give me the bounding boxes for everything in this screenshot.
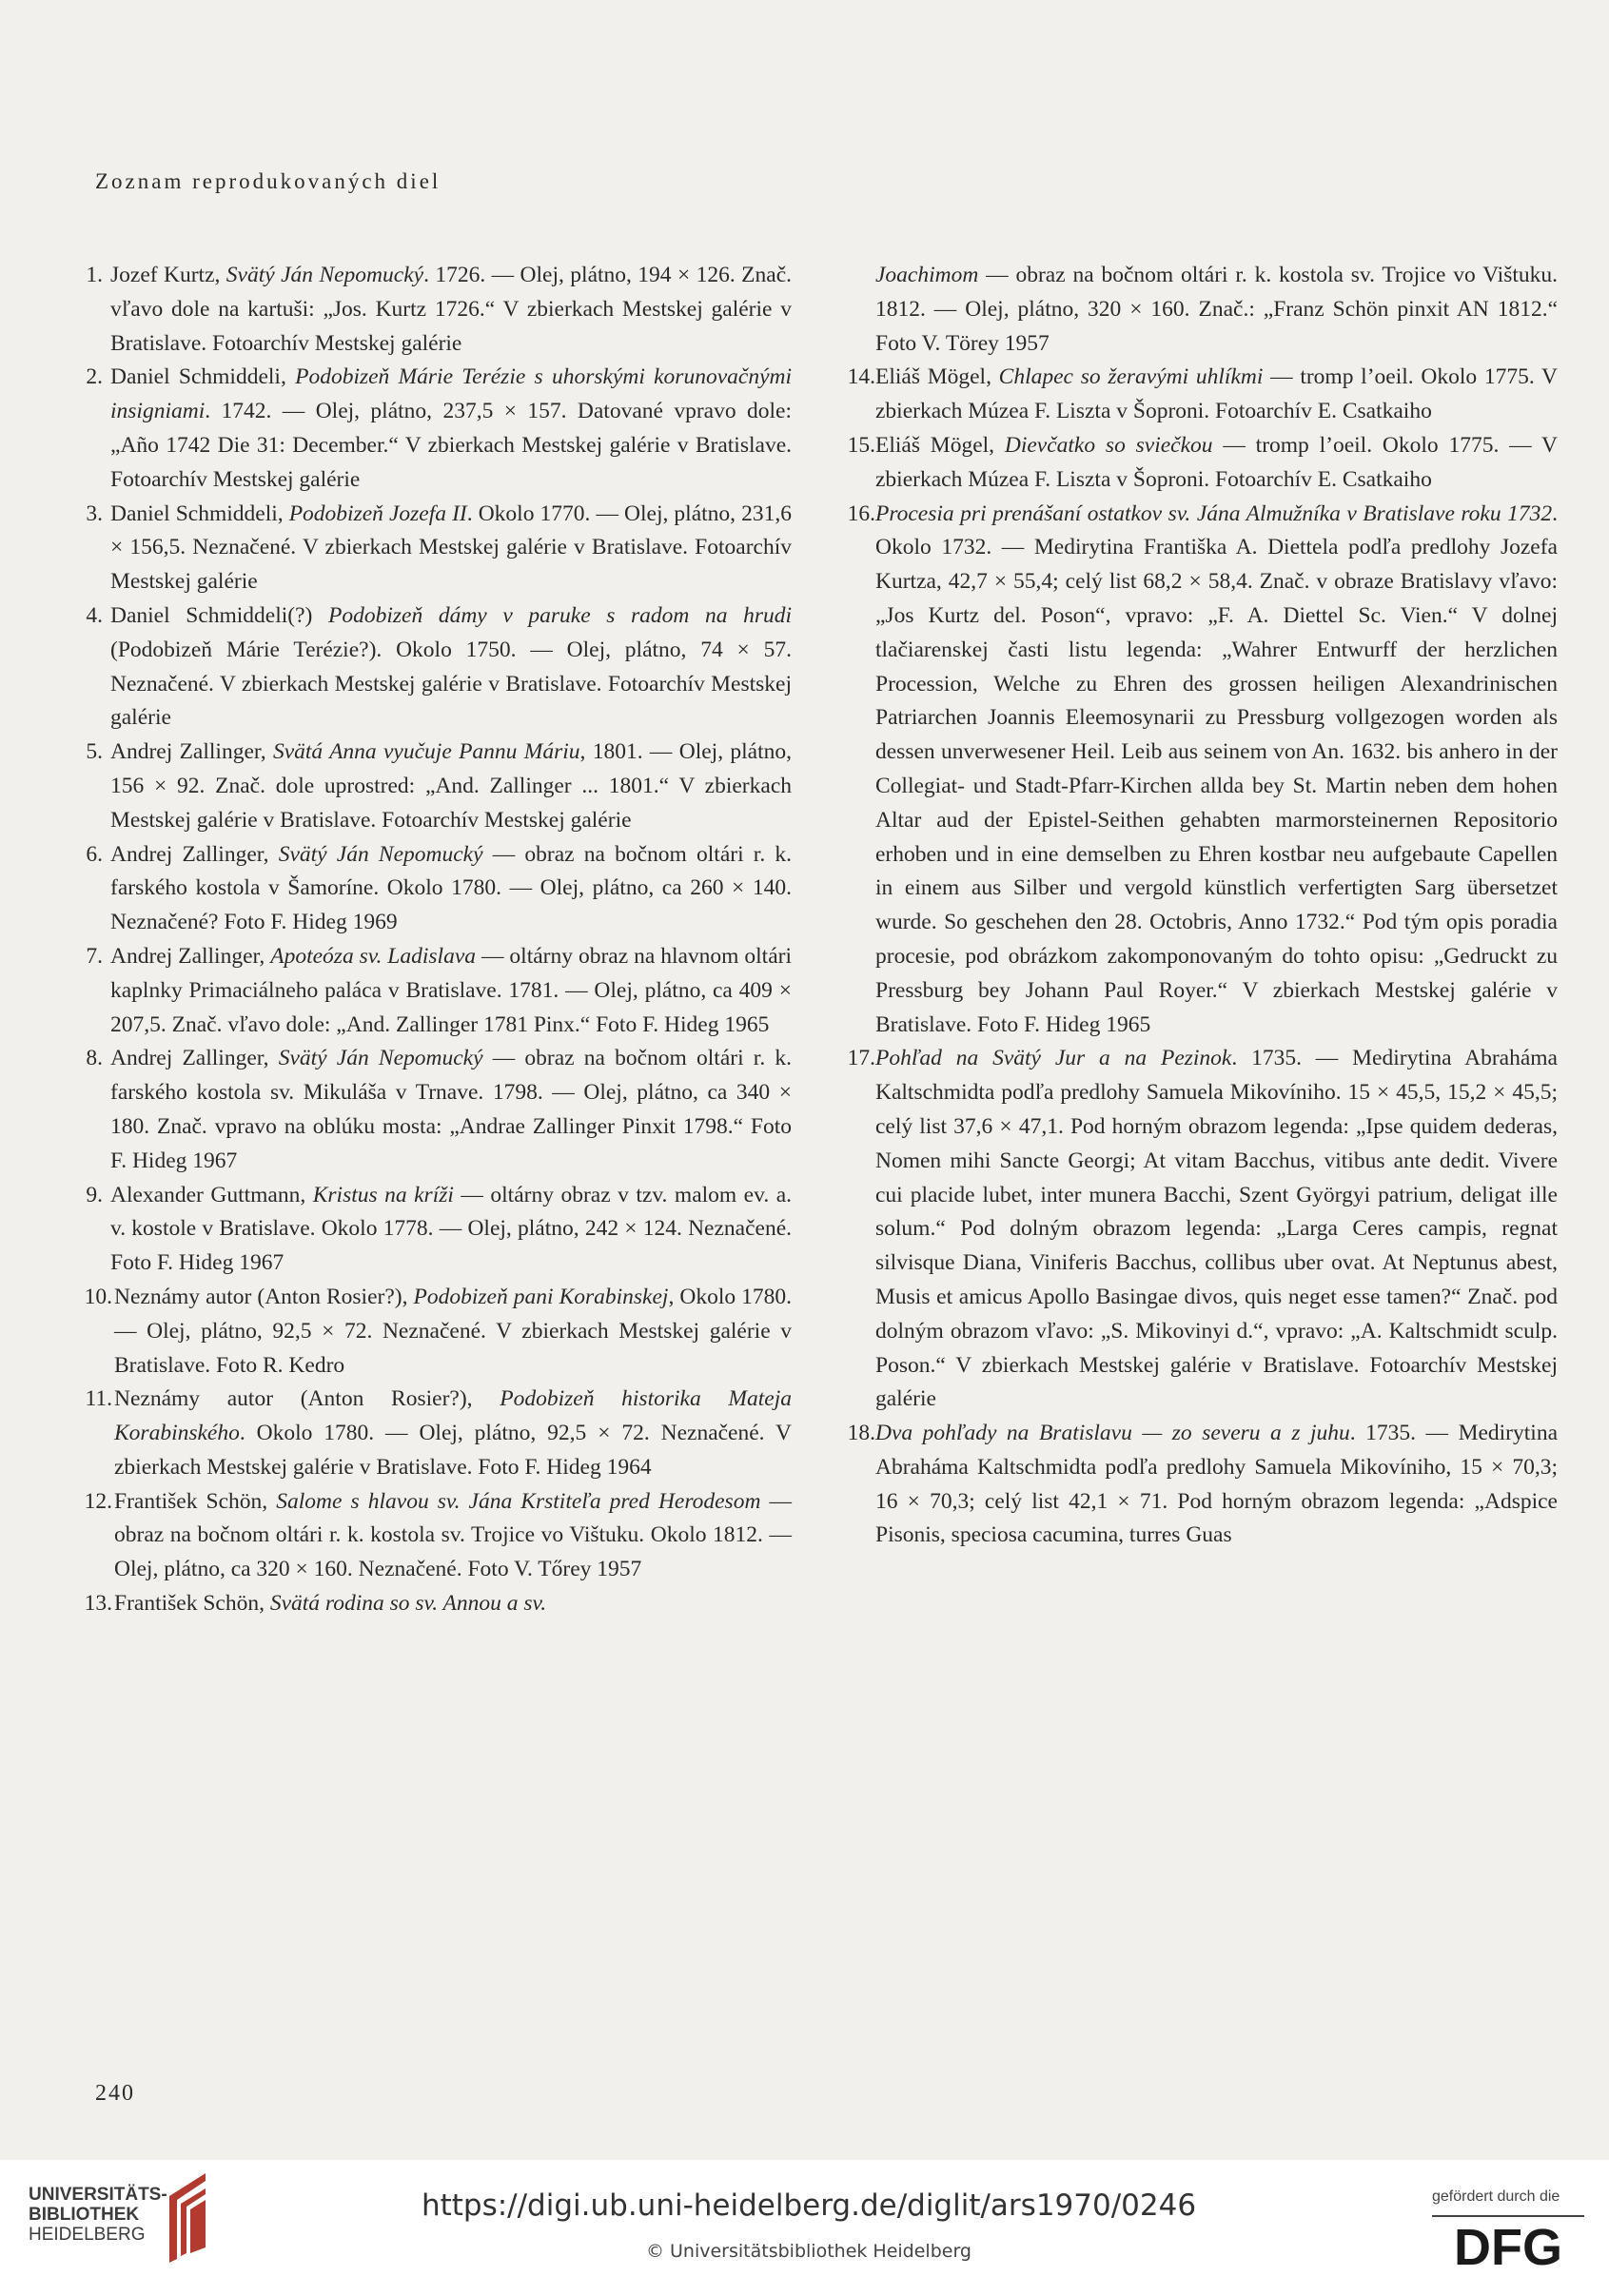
list-item-number: 1. [86,263,103,287]
artwork-title: Svätá Anna vyučuje Pannu Máriu [272,739,580,765]
list-item-number: 9. [86,1182,103,1207]
list-item: 16. Procesia pri prenášaní ostatkov sv. Jána Almužníka v Bratislave roku 1732. Okolo 1732. — Medirytina Františka A. Diettela podľa predlohy Jozefa Kurtza, 42,7 × 55,4; celý list 68,2 × 58,4. Znač. v obraze Bratislavy vľavo: „Jos Kurtz del. Poson“, vpravo: „F. A. Diettel Sc. Vien.“ V dolnej tlačiarenskej časti listu legenda: „Wahrer Entwurff der herzlichen Procession, Welche zu Ehren des grossen heiligen Alexandrinischen Patriarchen Joannis Eleemosynarii zu Pressburg vollgezogen worden als dessen unverwesener Heil. Leib aus seinem von An. 1632. bis anhero in der Collegiat- und Stadt-Pfarr-Kirchen allda bey St. Martin neben dem hohen Altar aud der Epistel-Seithen gehabten marmorsteinernen Repositorio erhoben und in eine demselben zu Ehren kostbar neu aufgebaute Capellen in einem aus Silber und vergold künstlich verfertigten Sarg übersetzet wurde. So geschehen den 28. Octobris, Anno 1732.“ Pod tým opis poradia procesie, pod obrázkom zakomponovaným do tohto opisu: „Gedruckt zu Pressburg bey Johann Paul Royer.“ V zbierkach Mestskej galérie v Bratislave. Foto F. Hideg 1965 [841,498,1558,1043]
dfg-logo-icon [1432,2215,1584,2270]
svg-text:DFG: DFG [1454,2219,1562,2270]
artwork-title: Dievčatko so sviečkou [1004,432,1213,458]
list-item: 12. František Schön, Salome s hlavou sv. Jána Krstiteľa pred Herodesom — obraz na bočnom oltári r. k. kostola sv. Trojice vo Vištuku. Okolo 1812. — Olej, plátno, ca 320 × 160. Neznačené. Foto V. Tőrey 1957 [84,1485,792,1587]
library-logo-icon [160,2168,215,2270]
left-column [84,259,792,1621]
artwork-title: Svätý Ján Nepomucký [278,841,483,867]
list-item: 2. Daniel Schmiddeli, Podobizeň Márie Terézie s uhorskými korunovačnými insigniami. 1742. — Olej, plátno, 237,5 × 157. Datované vpravo dole: „Año 1742 Die 31: December.“ V zbierkach Mestskej galérie v Bratislave. Fotoarchív Mestskej galérie [84,361,792,497]
list-item-number: 12. [84,1488,112,1514]
artwork-title: Dva pohľady na Bratislavu — zo severu a z juhu [875,1421,1350,1446]
library-name-line3: HEIDELBERG [29,2225,146,2245]
list-item-number: 8. [86,1046,103,1071]
artwork-title: Apoteóza sv. Ladislava [270,943,477,969]
artwork-title: Podobizeň Jozefa II [288,500,467,526]
artwork-title: Svätá rodina so sv. Annou a sv. [269,1591,547,1617]
library-name-line2: BIBLIOTHEK [29,2205,140,2225]
artwork-title: Procesia pri prenášaní ostatkov sv. Jána Almužníka v Bratislave roku 1732 [875,500,1553,526]
list-item-number: 3. [86,500,103,526]
list-item-number: 7. [86,943,103,969]
footer-bar [0,2160,1609,2296]
list-item-number: 13. [84,1591,112,1617]
list-item-number: 5. [86,739,103,765]
artwork-title: Salome s hlavou sv. Jána Krstiteľa pred Herodesom [276,1488,761,1514]
list-item-number: 4. [86,602,103,628]
list-item-number: 10. [84,1284,112,1309]
list-item: 3. Daniel Schmiddeli, Podobizeň Jozefa II. Okolo 1770. — Olej, plátno, 231,6 × 156,5. Neznačené. V zbierkach Mestskej galérie v Bratislave. Fotoarchív Mestskej galérie [84,498,792,599]
list-item: 13. František Schön, Svätá rodina so sv. Annou a sv. [84,1587,792,1621]
list-item-continuation: Joachimom — obraz na bočnom oltári r. k. kostola sv. Trojice vo Vištuku. 1812. — Olej, plátno, 320 × 160. Znač.: „Franz Schön pinxit AN 1812.“ Foto V. Törey 1957 [875,263,1558,356]
page-number: 240 [95,2081,135,2106]
artwork-title: Podobizeň dámy v paruke s radom na hrudi [328,602,792,628]
list-item: 6. Andrej Zallinger, Svätý Ján Nepomucký — obraz na bočnom oltári r. k. farského kostola v Šamoríne. Okolo 1780. — Olej, plátno, ca 260 × 140. Neznačené? Foto F. Hideg 1969 [84,838,792,940]
library-name-line1: UNIVERSITÄTS- [29,2185,167,2205]
artwork-title: Joachimom [875,263,979,287]
artwork-title: Pohľad na Svätý Jur a na Pezinok [875,1046,1232,1071]
list-item: 1. Jozef Kurtz, Svätý Ján Nepomucký. 1726. — Olej, plátno, 194 × 126. Znač. vľavo dole na kartuši: „Jos. Kurtz 1726.“ V zbierkach Mestskej galérie v Bratislave. Fotoarchív Mestskej galérie [84,259,792,361]
list-item: 9. Alexander Guttmann, Kristus na kríži — oltárny obraz v tzv. malom ev. a. v. kostole v Bratislave. Okolo 1778. — Olej, plátno, 242 × 124. Neznačené. Foto F. Hideg 1967 [84,1179,792,1281]
list-item-number: 17. [847,1046,875,1071]
list-item: 18. Dva pohľady na Bratislavu — zo severu a z juhu. 1735. — Medirytina Abraháma Kaltschmidta podľa predlohy Samuela Mikovíniho, 15 × 70,3; 16 × 70,3; celý list 42,1 × 71. Pod horným obrazom legenda: „Adspice Pisonis, speciosa cacumina, turres Guas [841,1417,1558,1553]
list-item-number: 15. [847,432,875,458]
artwork-title: Svätý Ján Nepomucký [278,1046,483,1071]
right-column [841,259,1558,1553]
list-item: 11. Neznámy autor (Anton Rosier?), Podobizeň historika Mateja Korabinského. Okolo 1780. — Olej, plátno, 92,5 × 72. Neznačené. V zbierkach Mestskej galérie v Bratislave. Foto F. Hideg 1964 [84,1383,792,1484]
list-item-number: 11. [85,1386,112,1412]
list-item-number: 16. [847,500,875,526]
list-item-number: 14. [847,364,875,390]
artwork-title: Podobizeň historika Mateja Korabinského [114,1386,792,1446]
section-title: Zoznam reprodukovaných diel [95,169,441,193]
list-item: 7. Andrej Zallinger, Apoteóza sv. Ladislava — oltárny obraz na hlavnom oltári kaplnky Primaciálneho paláca v Bratislave. 1781. — Olej, plátno, ca 409 × 207,5. Znač. vľavo dole: „And. Zallinger 1781 Pinx.“ Foto F. Hideg 1965 [84,940,792,1042]
funded-by-label: gefördert durch die [1432,2188,1560,2205]
permalink-url[interactable]: https://digi.ub.uni-heidelberg.de/diglit/ars1970/0246 [421,2188,1197,2223]
artwork-title: Chlapec so žeravými uhlíkmi [998,364,1264,390]
list-item: 10. Neznámy autor (Anton Rosier?), Podobizeň pani Korabinskej, Okolo 1780. — Olej, plátno, 92,5 × 72. Neznačené. V zbierkach Mestskej galérie v Bratislave. Foto R. Kedro [84,1281,792,1383]
artwork-title: Svätý Ján Nepomucký [226,263,424,287]
artwork-title: Podobizeň pani Korabinskej [413,1284,669,1309]
list-item-number: 6. [86,841,103,867]
list-item-number: 18. [847,1421,875,1446]
list-item: 15. Eliáš Mögel, Dievčatko so sviečkou — tromp l’oeil. Okolo 1775. — V zbierkach Múzea F. Liszta v Šoproni. Fotoarchív E. Csatkaiho [841,429,1558,498]
list-item: 4. Daniel Schmiddeli(?) Podobizeň dámy v paruke s radom na hrudi (Podobizeň Márie Terézie?). Okolo 1750. — Olej, plátno, 74 × 57. Neznačené. V zbierkach Mestskej galérie v Bratislave. Fotoarchív Mestskej galérie [84,599,792,736]
copyright-notice: © Universitätsbibliothek Heidelberg [645,2241,971,2262]
list-item-number: 2. [86,364,103,390]
list-item: 8. Andrej Zallinger, Svätý Ján Nepomucký — obraz na bočnom oltári r. k. farského kostola sv. Mikuláša v Trnave. 1798. — Olej, plátno, ca 340 × 180. Znač. vpravo na oblúku mosta: „Andrae Zallinger Pinxit 1798.“ Foto F. Hideg 1967 [84,1042,792,1178]
library-logo-text [29,2185,167,2245]
artwork-title: Kristus na kríži [312,1182,454,1207]
list-item: 17. Pohľad na Svätý Jur a na Pezinok. 1735. — Medirytina Abraháma Kaltschmidta podľa predlohy Samuela Mikovíniho. 15 × 45,5, 15,2 × 45,5; celý list 37,6 × 47,1. Pod horným obrazom legenda: „Ipse quidem dederas, Nomen mihi Sancte Georgi; At vitam Bacchus, vitibus ante dedit. Vivere cui placide lubet, inter munera Bacchi, Szent Györgyi patrium, deligat ille solum.“ Pod dolným obrazom legenda: „Larga Ceres campis, regnat silvisque Diana, Viniferis Bacchus, collibus uber ovat. At Neptunus abest, Musis et amicus Apollo Basingae divos, quis neget esse tamen?“ Znač. pod dolným obrazom vľavo: „S. Mikovinyi d.“, vpravo: „A. Kaltschmidt sculp. Poson.“ V zbierkach Mestskej galérie v Bratislave. Fotoarchív Mestskej galérie [841,1042,1558,1417]
list-item: 14. Eliáš Mögel, Chlapec so žeravými uhlíkmi — tromp l’oeil. Okolo 1775. V zbierkach Múzea F. Liszta v Šoproni. Fotoarchív E. Csatkaiho [841,361,1558,429]
list-item: 5. Andrej Zallinger, Svätá Anna vyučuje Pannu Máriu, 1801. — Olej, plátno, 156 × 92. Znač. dole uprostred: „And. Zallinger ... 1801.“ V zbierkach Mestskej galérie v Bratislave. Fotoarchív Mestskej galérie [84,736,792,837]
artwork-title: Podobizeň Márie Terézie s uhorskými korunovačnými insigniami [110,364,792,424]
